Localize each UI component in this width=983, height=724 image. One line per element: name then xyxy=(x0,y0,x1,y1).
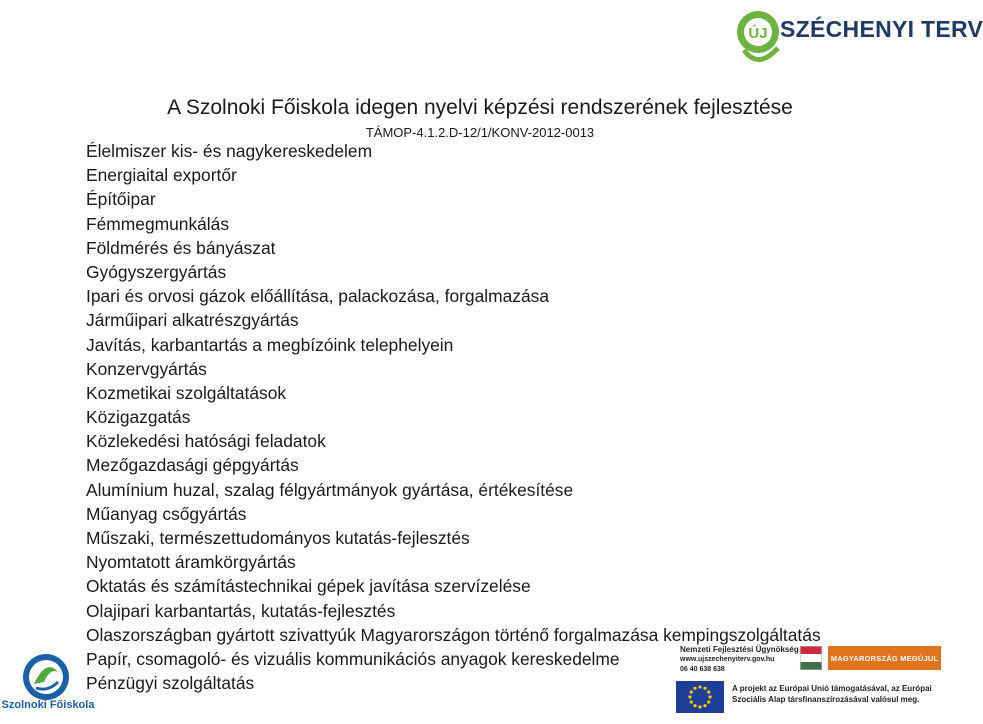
project-code: TÁMOP-4.1.2.D-12/1/KONV-2012-0013 xyxy=(365,125,595,140)
list-item: Pénzügyi szolgáltatás xyxy=(86,673,255,694)
magyarorszag-megujul-banner xyxy=(828,646,941,670)
list-item: Alumínium huzal, szalag félgyártmányok gyártása, értékesítése xyxy=(86,479,574,500)
list-item: Energiaital exportőr xyxy=(86,165,237,186)
list-item: Földmérés és bányászat xyxy=(86,237,276,258)
list-item: Gyógyszergyártás xyxy=(86,261,227,282)
page-title: A Szolnoki Főiskola idegen nyelvi képzési rendszerének fejlesztése xyxy=(167,96,793,119)
nfu-phone: 06 40 638 638 xyxy=(680,666,725,673)
list-item: Élelmiszer kis- és nagykereskedelem xyxy=(86,141,373,161)
list-item: Olaszországban gyártott szivattyúk Magyarországon történő forgalmazása kempingszolgáltatás xyxy=(86,624,821,645)
list-item: Műanyag csőgyártás xyxy=(86,503,247,524)
list-item: Javítás, karbantartás a megbízóink telephelyein xyxy=(86,334,454,355)
list-item: Járműipari alkatrészgyártás xyxy=(86,310,299,331)
school-name: Szolnoki Főiskola xyxy=(1,699,95,711)
nfu-url: www.ujszechenyiterv.gov.hu xyxy=(680,656,775,663)
list-item: Oktatás és számítástechnikai gépek javítása szervízelése xyxy=(86,576,531,597)
list-item: Közigazgatás xyxy=(86,407,191,428)
list-item: Kozmetikai szolgáltatások xyxy=(86,382,287,403)
list-item: Fémmegmunkálás xyxy=(86,213,230,234)
szechenyi-terv-emblem-icon xyxy=(734,4,782,70)
list-item: Műszaki, természettudományos kutatás-fejlesztés xyxy=(86,528,470,548)
szechenyi-terv-logo-text: SZÉCHENYI TERV xyxy=(780,16,983,42)
eu-funding-note xyxy=(732,684,952,705)
list-item: Olajipari karbantartás, kutatás-fejlesztés xyxy=(86,600,396,621)
eu-flag-icon xyxy=(676,681,724,713)
list-item: Mezőgazdasági gépgyártás xyxy=(86,455,299,476)
szechenyi-brand-mark: ÚJ xyxy=(748,25,768,42)
list-item: Nyomtatott áramkörgyártás xyxy=(86,552,296,573)
nfu-name: Nemzeti Fejlesztési Ügynökség xyxy=(680,645,799,654)
list-item: Ipari és orvosi gázok előállítása, palackozása, forgalmazása xyxy=(86,286,550,307)
list-item: Építőipar xyxy=(86,189,156,210)
list-item: Konzervgyártás xyxy=(86,358,207,379)
hungarian-flag-icon xyxy=(800,646,822,670)
industry-list xyxy=(86,139,821,695)
list-item: Közlekedési hatósági feladatok xyxy=(86,431,326,452)
list-item: Papír, csomagoló- és vizuális kommunikációs anyagok kereskedelme xyxy=(86,648,620,669)
eu-funding-line-1: A projekt az Európai Unió támogatásával, az Európai xyxy=(732,684,932,693)
szolnoki-foiskola-emblem-icon xyxy=(20,652,72,702)
banner-text: MAGYARORSZÁG MEGÚJUL xyxy=(830,653,939,663)
eu-funding-line-2: Szociális Alap társfinanszírozásával valósul meg. xyxy=(732,694,920,704)
